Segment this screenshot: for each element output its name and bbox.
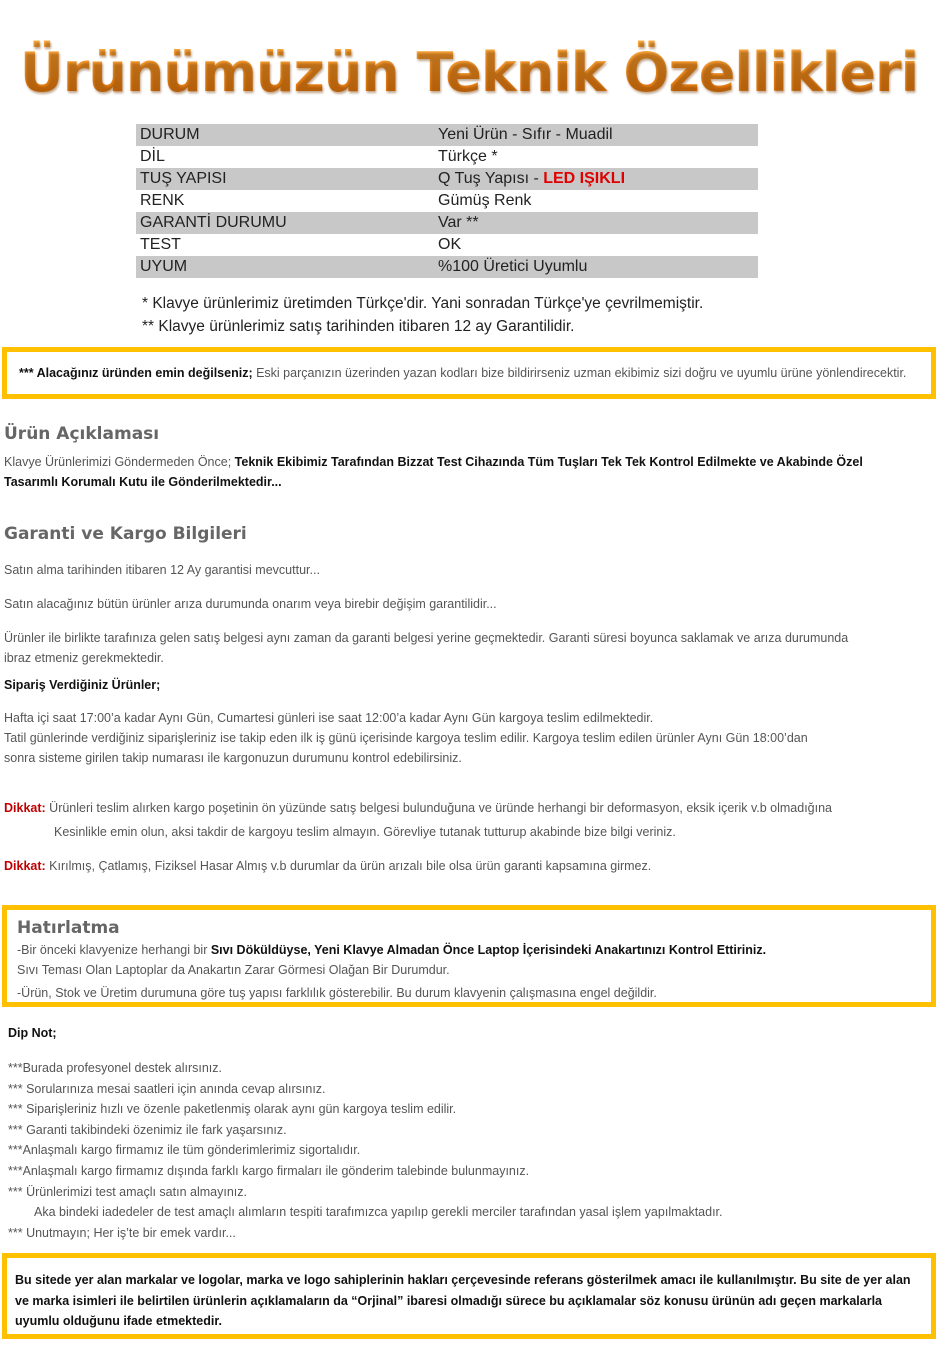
spec-row	[136, 168, 758, 190]
reminder-line-1a: -Bir önceki klavyenize herhangi bir	[17, 943, 211, 957]
legal-text: Bu sitede yer alan markalar ve logolar, marka ve logo sahiplerinin hakları çerçevesinde referans gösterilmek amacı ile kullanılmıştır. Bu site de yer alan ve marka isimleri ile belirtilen ürünlerin açıklamaların da “Orjinal” ibaresi olmadığı sürece bu açıklamalar söz konusu ürünün adı geçen markalarla uyumlu olduğunu ifade etmektedir.	[15, 1273, 911, 1328]
description-bold-1: Teknik Ekibimiz Tarafından Bizzat Test Cihazında Tüm Tuşları Tek Tek Kontrol Edilmekte ve Akabinde Özel	[234, 455, 863, 469]
spec-value: Yeni Ürün - Sıfır - Muadil	[434, 124, 758, 146]
spec-key: DURUM	[136, 124, 434, 146]
spec-row	[136, 212, 758, 234]
dipnot-heading: Dip Not;	[8, 1026, 57, 1040]
spec-value: Var **	[434, 212, 758, 234]
orders-line: Hafta içi saat 17:00’a kadar Aynı Gün, Cumartesi günleri ise saat 12:00’a kadar Aynı Gün kargoya teslim edilmektedir.	[4, 711, 654, 725]
description-bold-2: Tasarımlı Korumalı Kutu ile Gönderilmektedir...	[4, 475, 282, 489]
dikkat-label: Dikkat:	[4, 859, 46, 873]
spec-notes	[142, 292, 703, 338]
notice-box	[2, 347, 936, 399]
notice-text: Eski parçanızın üzerinden yazan kodları bize bildirirseniz uzman ekibimiz sizi doğru ve uyumlu ürüne yönlendirecektir.	[252, 366, 907, 380]
list-item: ***Burada profesyonel destek alırsınız.	[8, 1061, 223, 1075]
led-highlight: LED IŞIKLI	[543, 170, 626, 187]
warranty-p3a: Ürünler ile birlikte tarafınıza gelen satış belgesi aynı zaman da garanti belgesi yerine geçmektedir. Garanti süresi boyunca saklamak ve arıza durumunda	[4, 631, 849, 645]
list-item: *** Siparişleriniz hızlı ve özenle paketlenmiş olarak aynı gün kargoya teslim edilir.	[8, 1102, 457, 1117]
list-item: *** Ürünlerimizi test amaçlı satın almayınız.	[8, 1184, 247, 1199]
notice-bold: *** Alacağınız üründen emin değilseniz;	[19, 366, 253, 380]
spec-row	[136, 124, 758, 146]
dikkat-label: Dikkat:	[4, 801, 46, 815]
spec-value: OK	[438, 236, 462, 253]
spec-value: Gümüş Renk	[438, 192, 532, 209]
description-heading: Ürün Açıklaması	[4, 424, 160, 444]
spec-value: %100 Üretici Uyumlu	[434, 256, 758, 278]
dikkat-2-text: Kırılmış, Çatlamış, Fiziksel Hasar Almış v.b durumlar da ürün arızalı bile olsa ürün garanti kapsamına girmez.	[45, 859, 652, 873]
reminder-heading: Hatırlatma	[17, 918, 120, 938]
spec-key: DİL	[140, 148, 165, 165]
description-text	[4, 452, 924, 492]
orders-line: Tatil günlerinde verdiğiniz siparişleriniz ise takip eden ilk iş günü içerisinde kargoya teslim edilir. Kargoya teslim edilen ürünler Aynı Gün 18:00’dan	[4, 731, 808, 745]
list-item: *** Sorularınıza mesai saatleri için anında cevap alırsınız.	[8, 1081, 326, 1096]
spec-row	[136, 256, 758, 278]
legal-box	[2, 1253, 936, 1339]
warranty-heading: Garanti ve Kargo Bilgileri	[4, 524, 247, 544]
dikkat-1	[4, 798, 934, 818]
spec-value	[434, 168, 758, 190]
orders-text	[4, 708, 929, 768]
reminder-line-1b: Sıvı Döküldüyse, Yeni Klavye Almadan Önce Laptop İçerisindeki Anakartınızı Kontrol Ettiriniz.	[210, 943, 767, 957]
spec-table	[136, 124, 758, 278]
orders-heading-text: Sipariş Verdiğiniz Ürünler;	[4, 678, 161, 692]
spec-key: TEST	[140, 236, 181, 253]
description-intro: Klavye Ürünlerimizi Göndermeden Önce;	[4, 455, 232, 469]
reminder-line: Sıvı Teması Olan Laptoplar da Anakartın Zarar Görmesi Olağan Bir Durumdur.	[17, 963, 450, 977]
dikkat-1b: Kesinlikle emin olun, aksi takdir de kargoyu teslim almayın. Görevliye tutanak tutturup akabinde bize bilgi veriniz.	[54, 825, 676, 839]
note-line: ** Klavye ürünlerimiz satış tarihinden itibaren 12 ay Garantilidir.	[142, 318, 575, 335]
dipnot-list	[8, 1058, 723, 1243]
list-item: *** Garanti takibindeki özenimiz ile fark yaşarsınız.	[8, 1122, 287, 1137]
spec-value-text: Q Tuş Yapısı -	[438, 170, 544, 187]
spec-key: RENK	[140, 192, 185, 209]
spec-key: GARANTİ DURUMU	[136, 212, 434, 234]
reminder-box	[2, 905, 936, 1007]
reminder-line	[17, 940, 931, 960]
list-item: ***Anlaşmalı kargo firmamız dışında farklı kargo firmaları ile gönderim talebinde bulunmayınız.	[8, 1163, 530, 1178]
dikkat-2	[4, 856, 651, 876]
reminder-line: -Ürün, Stok ve Üretim durumuna göre tuş yapısı farklılık gösterebilir. Bu durum klavyenin çalışmasına engel değildir.	[17, 986, 657, 1000]
warranty-p3	[4, 628, 929, 668]
spec-row	[136, 190, 758, 212]
spec-key: UYUM	[136, 256, 434, 278]
list-item: ***Anlaşmalı kargo firmamız ile tüm gönderimlerimiz sigortalıdır.	[8, 1143, 361, 1158]
warranty-p2: Satın alacağınız bütün ürünler arıza durumunda onarım veya birebir değişim garantilidir...	[4, 597, 497, 611]
spec-row	[136, 146, 758, 168]
spec-key: TUŞ YAPISI	[136, 168, 434, 190]
spec-value: Türkçe *	[438, 148, 498, 165]
spec-row	[136, 234, 758, 256]
orders-line: sonra sisteme girilen takip numarası ile kargonuzun durumunu kontrol edebilirsiniz.	[4, 751, 462, 765]
warranty-p3b: ibraz etmeniz gerekmektedir.	[4, 651, 164, 665]
note-line: * Klavye ürünlerimiz üretimden Türkçe'dir. Yani sonradan Türkçe'ye çevrilmemiştir.	[142, 295, 704, 312]
list-item: *** Unutmayın; Her iş’te bir emek vardır...	[8, 1225, 236, 1240]
dikkat-1a: Ürünleri teslim alırken kargo poşetinin ön yüzünde satış belgesi bulunduğuna ve üründe herhangi bir deformasyon, eksik içerik v.b olmadığına	[45, 801, 833, 815]
list-item: Aka bindeki iadedeler de test amaçlı alımların tespiti tarafımızca yapılıp gerekli merciler tarafından yasal işlem yapılmaktadır.	[34, 1205, 723, 1220]
warranty-p1: Satın alma tarihinden itibaren 12 Ay garantisi mevcuttur...	[4, 563, 320, 577]
page-title: Ürünümüzün Teknik Özellikleri	[0, 38, 938, 108]
orders-heading	[4, 675, 160, 695]
